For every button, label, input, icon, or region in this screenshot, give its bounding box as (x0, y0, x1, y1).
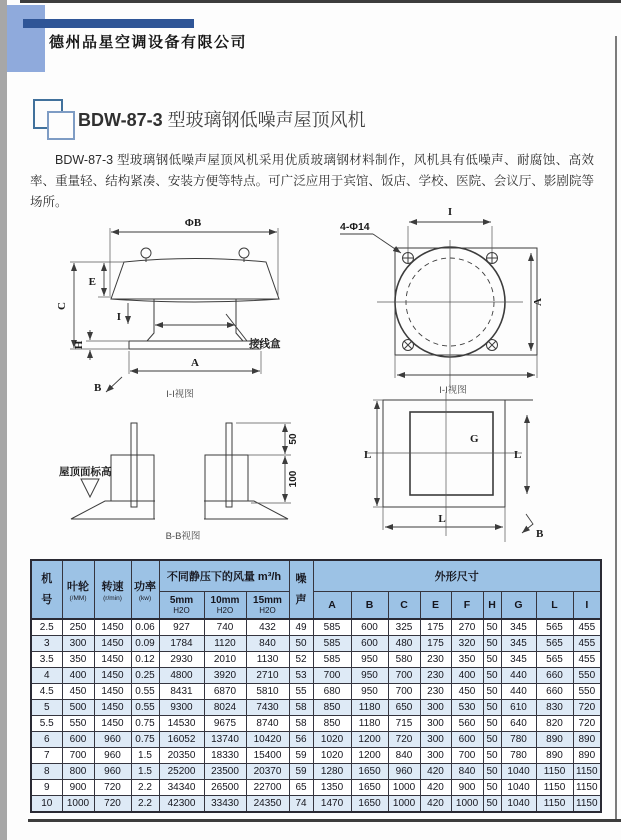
table-cell: 565 (536, 619, 573, 636)
table-cell: 1450 (94, 619, 131, 636)
table-cell: 1150 (536, 796, 573, 813)
section-view-caption: B-B视图 (165, 531, 201, 542)
table-cell: 400 (451, 668, 483, 684)
col-header-dim-a: A (313, 592, 351, 620)
table-row (31, 732, 601, 748)
table-cell: 890 (536, 748, 573, 764)
table-cell: 345 (501, 652, 536, 668)
table-cell: 900 (62, 780, 94, 796)
table-cell: 50 (483, 716, 501, 732)
table-cell: 450 (62, 684, 94, 700)
holes-label: 4-Φ14 (340, 221, 370, 233)
table-cell: 2010 (204, 652, 246, 668)
page-left-edge (0, 0, 7, 840)
top-view-drawing (335, 196, 585, 396)
col-header-impeller: 叶轮 (/MM) (62, 560, 94, 619)
table-cell: 432 (246, 619, 289, 636)
table-cell: 1150 (536, 764, 573, 780)
table-cell: 550 (62, 716, 94, 732)
table-cell: 840 (388, 748, 420, 764)
dimension-l-bottom (383, 507, 505, 542)
table-cell: 1200 (351, 748, 388, 764)
table-cell: 175 (420, 619, 451, 636)
table-cell: 22700 (246, 780, 289, 796)
table-cell: 33430 (204, 796, 246, 813)
product-model: BDW-87-3 (78, 110, 163, 130)
table-cell: 52 (289, 652, 313, 668)
table-cell: 850 (313, 700, 351, 716)
col-header-dim-e: E (420, 592, 451, 620)
table-cell: 1040 (501, 780, 536, 796)
dimension-50 (285, 424, 299, 454)
col-header-pressure: 10mm H2O (204, 592, 246, 620)
table-cell: 1020 (313, 732, 351, 748)
table-cell: 345 (501, 619, 536, 636)
table-cell: 640 (501, 716, 536, 732)
dimension-a (129, 351, 261, 374)
table-cell: 34340 (159, 780, 204, 796)
page-title (78, 106, 366, 132)
table-cell: 580 (388, 652, 420, 668)
dim-label-100: 100 (288, 470, 299, 488)
table-cell: 56 (289, 732, 313, 748)
table-cell: 59 (289, 764, 313, 780)
table-cell: 325 (388, 619, 420, 636)
col-header-speed: 转速 (r/min) (94, 560, 131, 619)
table-cell: 960 (94, 764, 131, 780)
table-cell: 700 (388, 684, 420, 700)
table-cell: 565 (536, 652, 573, 668)
table-cell: 660 (536, 668, 573, 684)
table-row (31, 652, 601, 668)
table-cell: 700 (451, 748, 483, 764)
table-cell: 8 (31, 764, 62, 780)
table-cell: 927 (159, 619, 204, 636)
table-cell: 50 (483, 748, 501, 764)
side-view-drawing (50, 198, 340, 400)
table-cell: 950 (351, 684, 388, 700)
dim-label-i: I (116, 311, 121, 323)
col-header-dim-c: C (388, 592, 420, 620)
table-cell: 59 (289, 748, 313, 764)
table-cell: 10 (31, 796, 62, 813)
table-cell: 2.2 (131, 796, 159, 813)
table-cell: 0.25 (131, 668, 159, 684)
table-cell: 10420 (246, 732, 289, 748)
dim-label-i-top: I (447, 206, 453, 218)
table-cell: 50 (483, 796, 501, 813)
table-cell: 13740 (204, 732, 246, 748)
table-cell: 50 (483, 764, 501, 780)
table-cell: 840 (246, 636, 289, 652)
dimension-e (89, 262, 124, 297)
table-cell: 1000 (451, 796, 483, 813)
table-cell: 720 (94, 796, 131, 813)
col-header-machine-no: 机号 (31, 560, 62, 619)
table-cell: 2930 (159, 652, 204, 668)
table-cell: 1150 (536, 780, 573, 796)
table-cell: 1450 (94, 700, 131, 716)
table-cell: 49 (289, 619, 313, 636)
table-cell: 500 (62, 700, 94, 716)
table-cell: 700 (388, 668, 420, 684)
col-header-pressure: 15mm H2O (246, 592, 289, 620)
table-cell: 300 (420, 732, 451, 748)
table-cell: 1150 (573, 796, 601, 813)
table-cell: 3920 (204, 668, 246, 684)
table-cell: 9675 (204, 716, 246, 732)
table-cell: 780 (501, 732, 536, 748)
table-cell: 780 (501, 748, 536, 764)
table-cell: 950 (351, 668, 388, 684)
section-arrow-b-plan (522, 514, 544, 540)
bolt-holes-callout (340, 221, 401, 253)
table-cell: 600 (451, 732, 483, 748)
table-cell: 65 (289, 780, 313, 796)
table-cell: 440 (501, 668, 536, 684)
table-cell: 830 (536, 700, 573, 716)
table-cell: 1020 (313, 748, 351, 764)
table-cell: 23500 (204, 764, 246, 780)
table-cell: 1450 (94, 636, 131, 652)
table-cell: 0.55 (131, 684, 159, 700)
foundation-outline (366, 392, 533, 536)
dimension-100 (285, 456, 299, 502)
title-squares-icon-overlay (47, 111, 75, 140)
junction-box-label: 接线盒 (249, 338, 281, 350)
dim-label-g: G (470, 433, 479, 445)
table-cell: 1000 (62, 796, 94, 813)
table-cell: 50 (483, 780, 501, 796)
table-cell: 1784 (159, 636, 204, 652)
dim-label-b: B (94, 382, 102, 394)
table-cell: 1650 (351, 796, 388, 813)
table-cell: 50 (483, 668, 501, 684)
table-cell: 440 (501, 684, 536, 700)
table-cell: 2.5 (31, 619, 62, 636)
table-cell: 1650 (351, 764, 388, 780)
table-cell: 20350 (159, 748, 204, 764)
dim-label-h: H (73, 340, 85, 350)
table-cell: 720 (94, 780, 131, 796)
table-cell: 1120 (204, 636, 246, 652)
table-cell: 720 (573, 716, 601, 732)
table-cell: 600 (351, 636, 388, 652)
dim-label-50: 50 (288, 433, 299, 445)
table-cell: 455 (573, 619, 601, 636)
col-header-dim-f: F (451, 592, 483, 620)
table-cell: 585 (313, 636, 351, 652)
table-cell: 585 (313, 619, 351, 636)
table-cell: 600 (351, 619, 388, 636)
table-cell: 560 (451, 716, 483, 732)
table-cell: 960 (388, 764, 420, 780)
table-cell: 6870 (204, 684, 246, 700)
table-cell: 53 (289, 668, 313, 684)
table-cell: 300 (62, 636, 94, 652)
table-cell: 960 (94, 748, 131, 764)
table-cell: 8024 (204, 700, 246, 716)
table-row (31, 700, 601, 716)
table-cell: 890 (573, 748, 601, 764)
product-name: 型玻璃钢低噪声屋顶风机 (167, 110, 366, 130)
table-row (31, 619, 601, 636)
table-cell: 1150 (573, 780, 601, 796)
dim-label-a-top: A (532, 298, 544, 306)
table-cell: 1280 (313, 764, 351, 780)
table-cell: 50 (483, 636, 501, 652)
table-cell: 58 (289, 700, 313, 716)
table-cell: 720 (573, 700, 601, 716)
table-cell: 600 (62, 732, 94, 748)
table-cell: 1130 (246, 652, 289, 668)
table-cell: 650 (388, 700, 420, 716)
table-cell: 300 (420, 748, 451, 764)
table-cell: 25200 (159, 764, 204, 780)
table-cell: 740 (204, 619, 246, 636)
table-cell: 1470 (313, 796, 351, 813)
table-cell: 800 (62, 764, 94, 780)
table-cell: 58 (289, 716, 313, 732)
table-row (31, 668, 601, 684)
fan-body (111, 248, 279, 349)
table-cell: 14530 (159, 716, 204, 732)
table-cell: 0.75 (131, 716, 159, 732)
table-cell: 565 (536, 636, 573, 652)
table-cell: 4.5 (31, 684, 62, 700)
table-cell: 1200 (351, 732, 388, 748)
table-cell: 950 (351, 652, 388, 668)
table-cell: 1450 (94, 668, 131, 684)
flange-plate (377, 240, 537, 388)
table-cell: 820 (536, 716, 573, 732)
table-cell: 1.5 (131, 764, 159, 780)
table-cell: 1650 (351, 780, 388, 796)
table-row (31, 764, 601, 780)
table-cell: 18330 (204, 748, 246, 764)
table-cell: 74 (289, 796, 313, 813)
table-cell: 2.2 (131, 780, 159, 796)
table-cell: 24350 (246, 796, 289, 813)
table-cell: 720 (388, 732, 420, 748)
table-cell: 3 (31, 636, 62, 652)
table-cell: 175 (420, 636, 451, 652)
dimension-phi-b (110, 217, 278, 296)
table-cell: 1180 (351, 716, 388, 732)
table-cell: 1000 (388, 796, 420, 813)
table-cell: 1450 (94, 652, 131, 668)
table-cell: 8740 (246, 716, 289, 732)
table-cell: 1150 (573, 764, 601, 780)
letterhead-accent-square (7, 5, 45, 72)
table-cell: 50 (483, 732, 501, 748)
col-header-dim-i: I (573, 592, 601, 620)
table-cell: 610 (501, 700, 536, 716)
table-cell: 5.5 (31, 716, 62, 732)
page-bottom-rule (28, 819, 621, 822)
dimension-l-left (364, 400, 383, 507)
col-header-dim-l: L (536, 592, 573, 620)
table-cell: 8431 (159, 684, 204, 700)
table-cell: 7 (31, 748, 62, 764)
dimension-width-bottom (395, 355, 537, 378)
table-row (31, 780, 601, 796)
table-cell: 480 (388, 636, 420, 652)
table-cell: 400 (62, 668, 94, 684)
anchor-bolt (226, 423, 232, 507)
table-cell: 7430 (246, 700, 289, 716)
table-cell: 4 (31, 668, 62, 684)
table-cell: 4800 (159, 668, 204, 684)
table-cell: 230 (420, 652, 451, 668)
table-cell: 50 (483, 652, 501, 668)
table-row (31, 748, 601, 764)
table-cell: 55 (289, 684, 313, 700)
section-view-drawing (55, 415, 305, 545)
table-cell: 960 (94, 732, 131, 748)
table-cell: 715 (388, 716, 420, 732)
table-cell: 50 (483, 700, 501, 716)
dim-label-l: L (514, 449, 522, 461)
page-right-rule (615, 36, 617, 822)
dim-label-c: C (56, 302, 68, 310)
table-cell: 345 (501, 636, 536, 652)
table-cell: 660 (536, 684, 573, 700)
table-cell: 300 (420, 716, 451, 732)
table-cell: 0.75 (131, 732, 159, 748)
table-cell: 300 (420, 700, 451, 716)
product-description: BDW-87-3 型玻璃钢低噪声屋顶风机采用优质玻璃钢材料制作，风机具有低噪声、耐腐蚀、高效率、重量轻、结构紧凑、安装方便等特点。可广泛应用于宾馆、饭店、学校、医院、会议厅、影剧院等场所。 (30, 153, 594, 209)
table-row (31, 684, 601, 700)
col-header-dim-b: B (351, 592, 388, 620)
table-cell: 1350 (313, 780, 351, 796)
table-cell: 1000 (388, 780, 420, 796)
table-cell: 3.5 (31, 652, 62, 668)
table-cell: 1450 (94, 716, 131, 732)
table-cell: 9300 (159, 700, 204, 716)
anchor-bolt (131, 423, 137, 507)
dimension-i (117, 303, 235, 325)
table-cell: 42300 (159, 796, 204, 813)
col-header-power: 功率 (kw) (131, 560, 159, 619)
col-header-dim-g: G (501, 592, 536, 620)
table-cell: 455 (573, 652, 601, 668)
table-cell: 5810 (246, 684, 289, 700)
table-cell: 1040 (501, 764, 536, 780)
table-cell: 270 (451, 619, 483, 636)
table-cell: 0.55 (131, 700, 159, 716)
table-cell: 5 (31, 700, 62, 716)
table-cell: 890 (573, 732, 601, 748)
table-cell: 530 (451, 700, 483, 716)
col-header-pressure: 5mm H2O (159, 592, 204, 620)
letterhead-accent-bar (23, 19, 194, 28)
table-cell: 350 (451, 652, 483, 668)
base-plan-drawing (350, 392, 590, 550)
table-cell: 6 (31, 732, 62, 748)
table-cell: 420 (420, 780, 451, 796)
company-name: 德州品星空调设备有限公司 (49, 34, 248, 51)
table-cell: 585 (313, 652, 351, 668)
top-view-caption: I-I视图 (439, 385, 467, 396)
table-cell: 420 (420, 764, 451, 780)
page-top-rule (20, 0, 621, 3)
table-cell: 850 (313, 716, 351, 732)
table-cell: 230 (420, 668, 451, 684)
dim-label-phi-b: ΦB (184, 217, 202, 229)
table-cell: 900 (451, 780, 483, 796)
dim-label-b-plan: B (536, 528, 544, 540)
table-cell: 1040 (501, 796, 536, 813)
table-cell: 420 (420, 796, 451, 813)
side-view-caption: I-I视图 (166, 389, 194, 400)
table-cell: 450 (451, 684, 483, 700)
table-cell: 250 (62, 619, 94, 636)
table-row (31, 716, 601, 732)
roof-level-callout (59, 465, 112, 497)
table-cell: 890 (536, 732, 573, 748)
table-cell: 20370 (246, 764, 289, 780)
col-header-noise: 噪声 (289, 560, 313, 619)
table-cell: 15400 (246, 748, 289, 764)
table-cell: 700 (313, 668, 351, 684)
table-cell: 350 (62, 652, 94, 668)
dim-label-l: L (364, 449, 372, 461)
col-group-airflow: 不同静压下的风量 m³/h (159, 560, 289, 592)
table-cell: 26500 (204, 780, 246, 796)
table-row (31, 796, 601, 813)
junction-box-callout (226, 314, 281, 350)
dim-label-e: E (88, 276, 96, 288)
table-cell: 680 (313, 684, 351, 700)
table-cell: 50 (289, 636, 313, 652)
dimension-l-right (514, 415, 527, 494)
table-cell: 550 (573, 668, 601, 684)
dim-label-l: L (438, 513, 446, 525)
table-cell: 840 (451, 764, 483, 780)
table-row (31, 636, 601, 652)
table-cell: 50 (483, 684, 501, 700)
table-cell: 550 (573, 684, 601, 700)
table-cell: 0.09 (131, 636, 159, 652)
table-cell: 0.12 (131, 652, 159, 668)
dim-label-a: A (191, 357, 199, 369)
table-cell: 16052 (159, 732, 204, 748)
table-cell: 1.5 (131, 748, 159, 764)
col-header-dim-h: H (483, 592, 501, 620)
section-arrow-b (94, 377, 122, 394)
table-cell: 455 (573, 636, 601, 652)
table-cell: 9 (31, 780, 62, 796)
table-cell: 700 (62, 748, 94, 764)
table-cell: 0.06 (131, 619, 159, 636)
spec-table (30, 559, 602, 813)
roof-level-label: 屋顶面标高 (59, 466, 112, 478)
col-group-dims: 外形尺寸 (313, 560, 601, 592)
table-cell: 1180 (351, 700, 388, 716)
table-cell: 1450 (94, 684, 131, 700)
dimension-h (73, 330, 129, 360)
table-cell: 230 (420, 684, 451, 700)
table-cell: 320 (451, 636, 483, 652)
table-cell: 2710 (246, 668, 289, 684)
table-cell: 50 (483, 619, 501, 636)
